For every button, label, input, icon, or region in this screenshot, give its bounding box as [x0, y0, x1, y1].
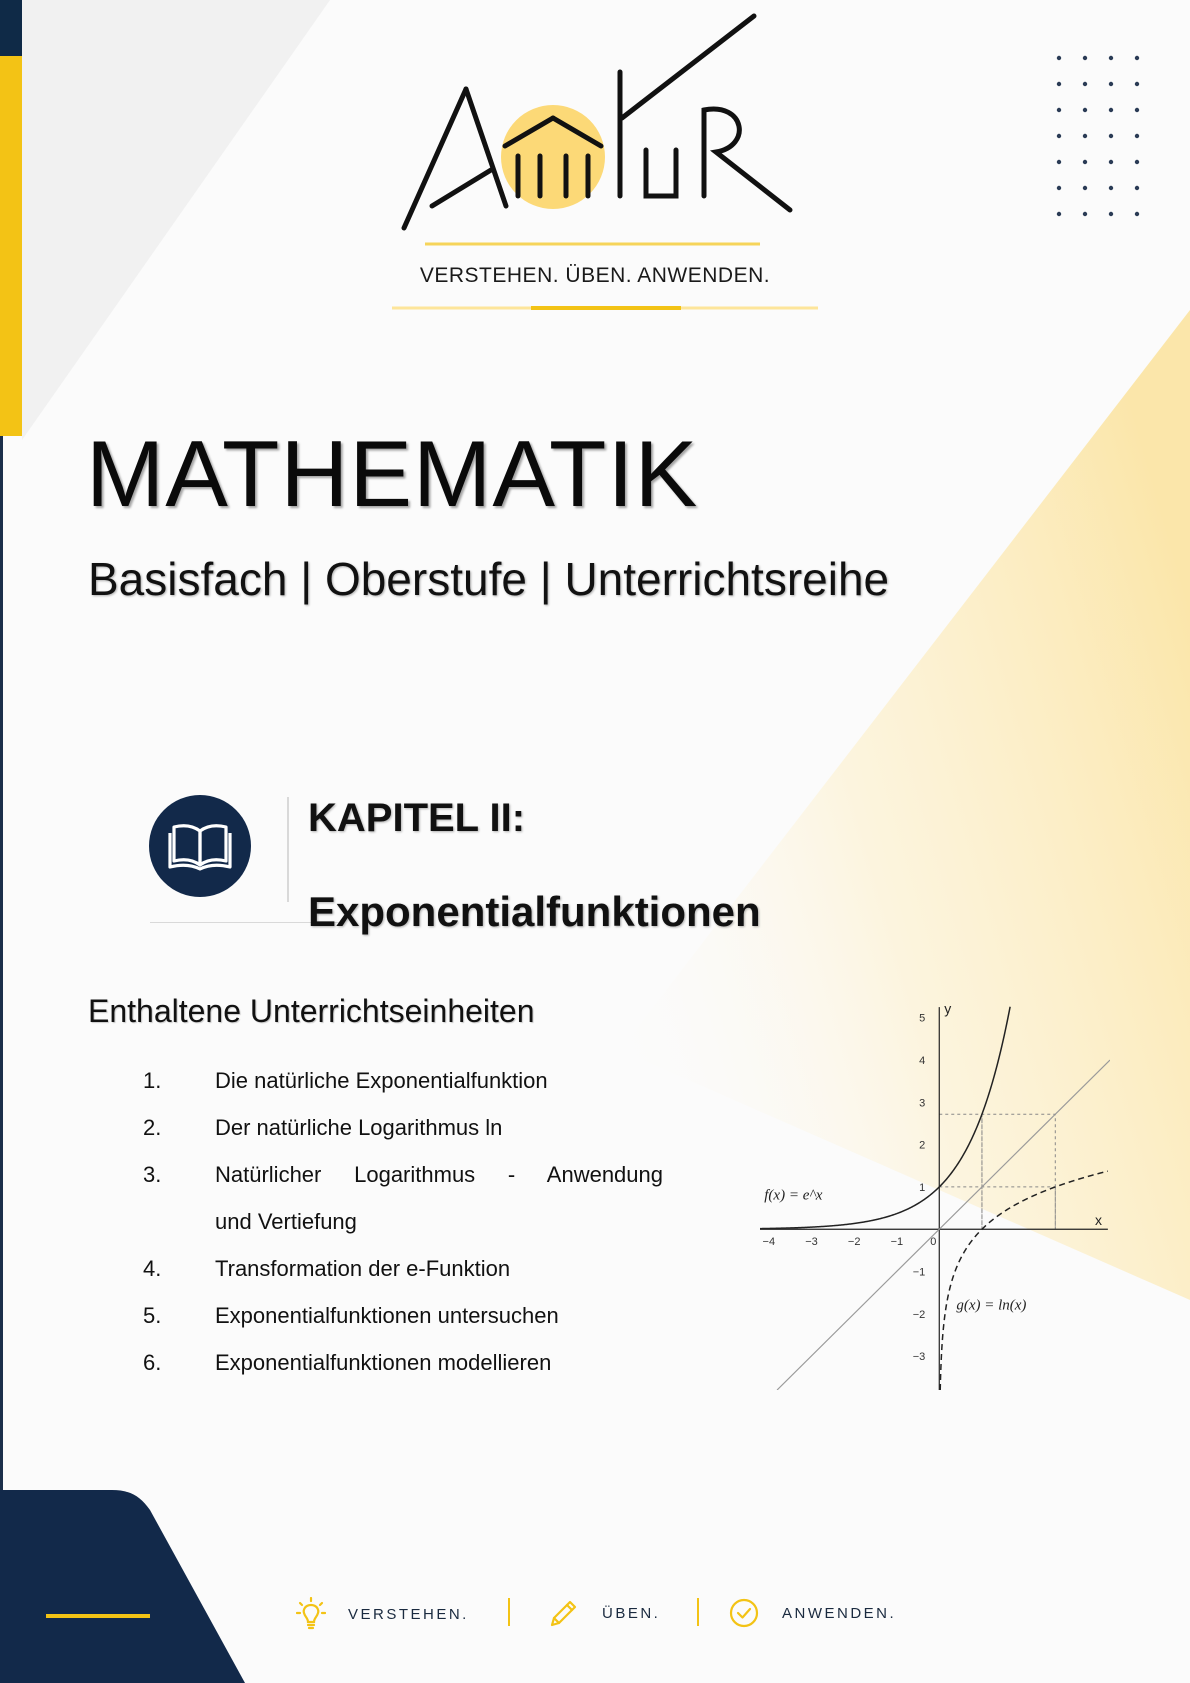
footer-label: ANWENDEN.	[782, 1604, 897, 1622]
list-item	[143, 1151, 663, 1245]
y-tick-label: 5	[919, 1012, 926, 1025]
pencil-icon	[548, 1597, 580, 1629]
x-tick-label: −1	[890, 1236, 904, 1249]
open-book-icon	[168, 821, 232, 871]
lightbulb-icon	[296, 1597, 326, 1631]
f-function-label: f(x) = e^x	[764, 1187, 823, 1204]
y-tick-label: −3	[912, 1351, 926, 1364]
list-item-text: Exponentialfunktionen untersuchen	[215, 1303, 559, 1328]
y-tick-label: 4	[919, 1055, 926, 1067]
footer-item-anwenden	[728, 1597, 896, 1629]
exp-log-graph	[760, 1005, 1110, 1390]
footer-navy-shape	[0, 1490, 260, 1683]
y-tick-label: −2	[912, 1308, 926, 1321]
footer-separator	[508, 1598, 510, 1626]
list-item	[143, 1245, 663, 1292]
list-item-text: Der natürliche Logarithmus ln	[215, 1115, 503, 1140]
footer-separator	[697, 1598, 699, 1626]
page-subtitle: Basisfach | Oberstufe | Unterrichtsreihe	[88, 553, 890, 605]
list-item-text-continued: und Vertiefung	[215, 1209, 357, 1234]
chapter-name: Exponentialfunktionen	[308, 888, 761, 935]
footer-item-ueben	[548, 1597, 660, 1629]
x-axis-label: x	[1095, 1212, 1103, 1229]
footer-label: VERSTEHEN.	[348, 1605, 469, 1623]
y-tick-label: −1	[912, 1266, 926, 1279]
chapter-label: KAPITEL II:	[308, 796, 526, 840]
list-item-text: Die natürliche Exponentialfunktion	[215, 1068, 548, 1093]
y-tick-label: 2	[919, 1139, 926, 1152]
x-tick-label: −4	[762, 1236, 776, 1249]
g-function-label: g(x) = ln(x)	[956, 1297, 1027, 1314]
chapter-divider	[287, 797, 289, 902]
list-item-text: Exponentialfunktionen modellieren	[215, 1350, 552, 1375]
list-item	[143, 1057, 663, 1104]
x-tick-label: −3	[805, 1236, 818, 1249]
footer-label: ÜBEN.	[602, 1604, 661, 1622]
x-tick-label: −2	[847, 1236, 861, 1249]
units-list	[143, 1057, 663, 1386]
list-item-text: Natürlicher Logarithmus - Anwendung	[215, 1162, 663, 1187]
list-item-number: 6.	[143, 1350, 162, 1375]
logo-tagline: VERSTEHEN. ÜBEN. ANWENDEN.	[419, 264, 771, 287]
list-item-number: 2.	[143, 1115, 162, 1140]
footer-item-verstehen	[296, 1597, 469, 1631]
y-tick-label: 3	[919, 1097, 926, 1110]
list-item	[143, 1339, 663, 1386]
list-item-text: Transformation der e-Funktion	[215, 1256, 511, 1281]
list-item-number: 4.	[143, 1256, 162, 1281]
page-title: MATHEMATIK	[86, 421, 699, 526]
identity-line	[777, 1060, 1110, 1390]
list-item-number: 5.	[143, 1303, 162, 1328]
list-item-number: 1.	[143, 1068, 162, 1093]
y-tick-label: 1	[919, 1181, 926, 1194]
x-tick-label: 0	[930, 1236, 937, 1249]
list-item	[143, 1104, 663, 1151]
y-axis-label: y	[944, 1005, 952, 1017]
amtur-logo	[0, 0, 1190, 340]
units-heading: Enthaltene Unterrichtseinheiten	[88, 993, 535, 1029]
footer-accent-line	[46, 1614, 150, 1618]
chapter-icon-badge	[149, 795, 251, 897]
list-item-number: 3.	[143, 1162, 162, 1187]
list-item	[143, 1292, 663, 1339]
check-circle-icon	[728, 1597, 760, 1629]
